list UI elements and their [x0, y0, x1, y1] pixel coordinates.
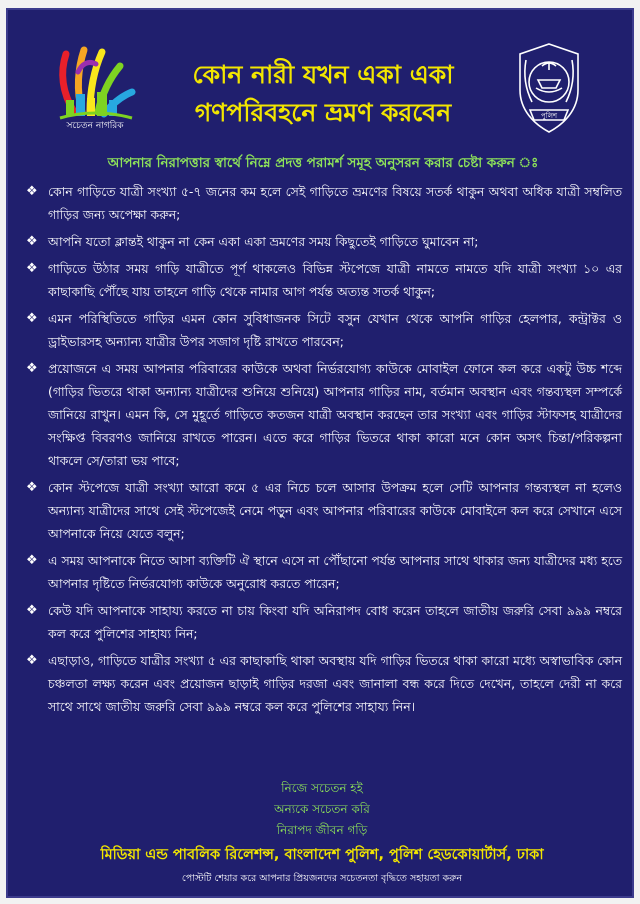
bullet-icon: ❖ — [26, 234, 38, 249]
organization-credit: মিডিয়া এন্ড পাবলিক রিলেশন্স, বাংলাদেশ পুলিশ, পুলিশ হেডকোয়ার্টার্স, ঢাকা — [100, 847, 544, 863]
bullet-icon: ❖ — [26, 653, 38, 668]
tip-text: কোন গাড়িতে যাত্রী সংখ্যা ৫-৭ জনের কম হলে সেই গাড়িতে ভ্রমণের বিষয়ে সতর্ক থাকুন অথবা অধিক যাত্রী সম্বলিত গাড়ির জন্য অপেক্ষা করুন; — [48, 184, 622, 222]
list-item — [26, 230, 622, 253]
list-item — [26, 599, 622, 645]
slogans — [8, 778, 636, 841]
tip-text: এছাড়াও, গাড়িতে যাত্রীর সংখ্যা ৫ এর কাছাকাছি থাকা অবস্থায় যদি গাড়ির ভিতরে থাকা কারো মধ্যে অস্বাভাবিক কোন চঞ্চলতা লক্ষ্য করেন এবং প্রয়োজন ছাড়াই গাড়ির দরজা এবং জানালা বন্ধ করে দিতে দেখেন, তাহলে দেরী না করে সাথে সাথে জাতীয় জরুরি সেবা ৯৯৯ নম্বরে কল করে পুলিশের সাহায্য নিন। — [48, 653, 622, 714]
tip-text: প্রয়োজনে এ সময় আপনার পরিবারের কাউকে অথবা নির্ভরযোগ্য কাউকে মোবাইল ফোনে কল করে একটু উচ্চ শব্দে (গাড়ির ভিতরে থাকা অন্যান্য যাত্রীদের শুনিয়ে শুনিয়ে) আপনার গাড়ির নাম, বর্তমান অবস্থান এবং গন্তব্যস্থল সম্পর্কে জানিয়ে রাখুন। এমন কি, সে মুহূর্তে গাড়িতে কতজন যাত্রী অবস্থান করছেন তার সংখ্যা এবং গাড়ির স্টাফসহ যাত্রীদের সংক্ষিপ্ত বিবরণও জানিয়ে রাখতে পারেন। এতে করে গাড়ির ভিতরে থাকা কারো মনে কোন অসৎ চিন্তা/পরিকল্পনা থাকলে সে/তারা ভয় পাবে; — [48, 361, 622, 468]
emblem-text: পুলিশ — [540, 112, 558, 120]
list-item — [26, 357, 622, 472]
intro-text: আপনার নিরাপত্তার স্বার্থে নিম্নে প্রদত্ত পরামর্শ সমূহ অনুসরন করার চেষ্টা করুন ঃ — [107, 155, 539, 171]
bullet-icon: ❖ — [26, 480, 38, 495]
awareness-poster — [6, 8, 634, 898]
list-item — [26, 549, 622, 595]
tip-text: কোন স্টপেজে যাত্রী সংখ্যা আরো কমে ৫ এর নিচে চলে আসার উপক্রম হলে সেটি আপনার গন্তব্যস্থল না হলেও অন্যান্য যাত্রীদের সাথে সেই স্টপেজেই নেমে পড়ুন এবং আপনার পরিবারের কাউকে মোবাইলে কল করে সেখানে এসে আপনাকে নিয়ে যেতে বলুন; — [48, 480, 622, 541]
logo-caption: সচেতন নাগরিক — [66, 121, 124, 131]
slogan-line: নিজে সচেতন হই — [281, 781, 363, 795]
slogan-line: নিরাপদ জীবন গড়ি — [276, 823, 368, 837]
list-item — [26, 180, 622, 226]
list-item — [26, 649, 622, 718]
share-footnote: পোস্টটি শেয়ার করে আপনার প্রিয়জনদের সচেতনতা বৃদ্ধিতে সহায়তা করুন — [181, 873, 463, 884]
bullet-icon: ❖ — [26, 261, 38, 276]
bullet-icon: ❖ — [26, 603, 38, 618]
tip-text: এমন পরিস্থিতিতে গাড়ির এমন কোন সুবিধাজনক সিটে বসুন যেখান থেকে আপনি গাড়ির হেলপার, কন্ট্রাক্টর ও ড্রাইভারসহ অন্যান্য যাত্রীর উপর সজাগ দৃষ্টি রাখতে পারবেন; — [48, 311, 622, 349]
list-item — [26, 257, 622, 303]
bullet-icon: ❖ — [26, 311, 38, 326]
bullet-icon: ❖ — [26, 184, 38, 199]
tip-text: কেউ যদি আপনাকে সাহায্য করতে না চায় কিংবা যদি অনিরাপদ বোধ করেন তাহলে জাতীয় জরুরি সেবা ৯৯৯ নম্বরে কল করে পুলিশের সাহায্য নিন; — [48, 603, 622, 641]
title-line-1: কোন নারী যখন একা একা — [192, 60, 454, 89]
tip-text: গাড়িতে উঠার সময় গাড়ি যাত্রীতে পূর্ণ থাকলেও বিভিন্ন স্টপেজে যাত্রী নামতে নামতে যদি যাত্রী সংখ্যা ১০ এর কাছাকাছি পৌঁছে যায় তাহলে গাড়ি থেকে নামার আগ পর্যন্ত অত্যন্ত সতর্ক থাকুন; — [48, 261, 622, 299]
list-item — [26, 476, 622, 545]
tip-text: আপনি যতো ক্লান্তই থাকুন না কেন একা একা ভ্রমণের সময় কিছুতেই গাড়িতে ঘুমাবেন না; — [48, 234, 479, 249]
bullet-icon: ❖ — [26, 553, 38, 568]
list-item — [26, 307, 622, 353]
slogan-line: অন্যকে সচেতন করি — [274, 802, 370, 816]
bullet-icon: ❖ — [26, 361, 38, 376]
tips-list — [26, 180, 622, 722]
poster-title — [148, 56, 498, 132]
title-line-2: গণপরিবহনে ভ্রমণ করবেন — [194, 98, 452, 127]
tip-text: এ সময় আপনাকে নিতে আসা ব্যক্তিটি ঐ স্থানে এসে না পৌঁছানো পর্যন্ত আপনার সাথে থাকার জন্য যাত্রীদের মধ্য হতে আপনার দৃষ্টিতে নির্ভরযোগ্য কাউকে অনুরোধ করতে পারেন; — [48, 553, 622, 591]
bangladesh-police-emblem-icon — [512, 40, 586, 136]
